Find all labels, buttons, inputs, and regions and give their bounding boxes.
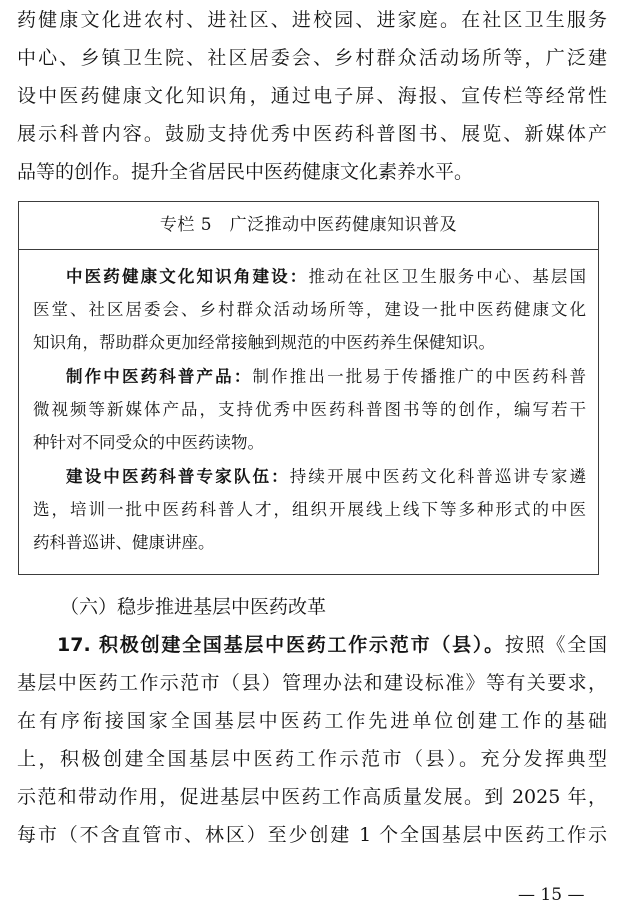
text-line: 基层中医药工作示范市（县）管理办法和建设标准》等有关要求， bbox=[17, 672, 607, 694]
item-text: 制作推出一批易于传播推广的中医药科普 bbox=[252, 367, 586, 386]
intro-paragraph bbox=[17, 1, 607, 191]
text-line: 药健康文化进农村、进社区、进校园、进家庭。在社区卫生服务 bbox=[17, 9, 607, 31]
text-line bbox=[33, 260, 586, 293]
box-item-expert-team bbox=[33, 460, 586, 559]
item-text: 持续开展中医药文化科普巡讲专家遴 bbox=[289, 467, 586, 486]
text-line: 展示科普内容。鼓励支持优秀中医药科普图书、展览、新媒体产 bbox=[17, 123, 607, 145]
item-label: 制作中医药科普产品： bbox=[66, 367, 253, 386]
text-line: 微视频等新媒体产品，支持优秀中医药科普图书等的创作，编写若干 bbox=[33, 400, 586, 419]
text-line: 选，培训一批中医药科普人才，组织开展线上线下等多种形式的中医 bbox=[33, 500, 586, 519]
item-label: 建设中医药科普专家队伍： bbox=[66, 467, 290, 486]
text-line: 知识角，帮助群众更加经常接触到规范的中医药养生保健知识。 bbox=[33, 333, 495, 352]
item-17-text: 按照《全国 bbox=[504, 634, 607, 656]
text-line: 品等的创作。提升全省居民中医药健康文化素养水平。 bbox=[17, 161, 474, 183]
text-line: 中心、乡镇卫生院、社区居委会、乡村群众活动场所等，广泛建 bbox=[17, 47, 607, 69]
page-number: — 15 — bbox=[518, 885, 585, 905]
text-line bbox=[33, 360, 586, 393]
item-17-title: 17. 积极创建全国基层中医药工作示范市（县）。 bbox=[57, 634, 505, 656]
column-box-title: 专栏 5 广泛推动中医药健康知识普及 bbox=[19, 202, 598, 250]
box-item-science-products bbox=[33, 360, 586, 459]
text-line: 设中医药健康文化知识角，通过电子屏、海报、宣传栏等经常性 bbox=[17, 85, 607, 107]
item-text: 推动在社区卫生服务中心、基层国 bbox=[308, 267, 586, 286]
text-line: 种针对不同受众的中医药读物。 bbox=[33, 433, 264, 452]
text-line: 每市（不含直管市、林区）至少创建 1 个全国基层中医药工作示 bbox=[17, 824, 607, 846]
text-line: 医堂、社区居委会、乡村群众活动场所等，建设一批中医药健康文化 bbox=[33, 300, 586, 319]
column-box-body bbox=[19, 250, 598, 559]
text-line bbox=[17, 626, 607, 664]
text-line: 上，积极创建全国基层中医药工作示范市（县）。充分发挥典型 bbox=[17, 748, 607, 770]
item-17-paragraph bbox=[17, 626, 607, 854]
section-heading: （六）稳步推进基层中医药改革 bbox=[60, 596, 327, 618]
item-label: 中医药健康文化知识角建设： bbox=[66, 267, 309, 286]
box-item-knowledge-corner bbox=[33, 260, 586, 359]
text-line: 在有序衔接国家全国基层中医药工作先进单位创建工作的基础 bbox=[17, 710, 607, 732]
column-box bbox=[18, 201, 599, 575]
text-line: 药科普巡讲、健康讲座。 bbox=[33, 533, 215, 552]
text-line: 示范和带动作用，促进基层中医药工作高质量发展。到 2025 年， bbox=[17, 786, 607, 808]
text-line bbox=[33, 460, 586, 493]
